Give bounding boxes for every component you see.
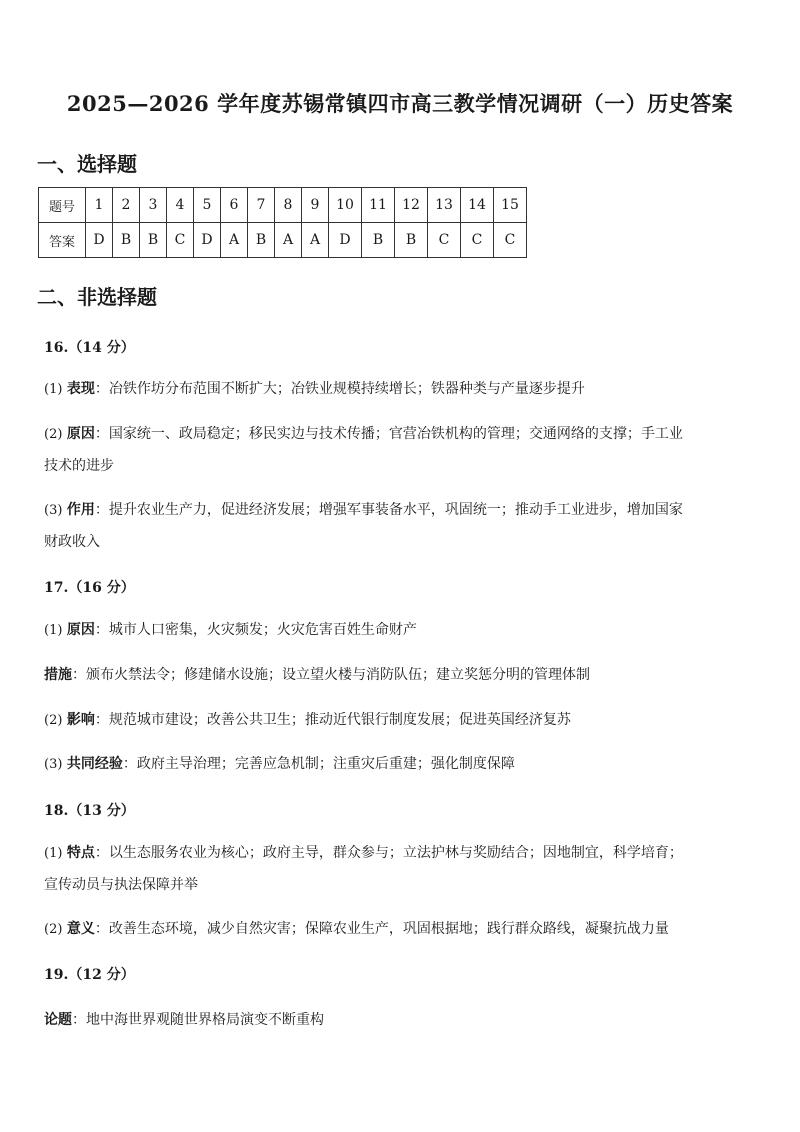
table-header-answer: 答案: [39, 223, 86, 258]
q16-part3-continued: 财政收入: [44, 534, 100, 550]
table-cell-number: 6: [221, 188, 248, 223]
part-text: ：以生态服务农业为核心；政府主导，群众参与；立法护林与奖励结合；因地制宜，科学培育；: [94, 845, 683, 861]
table-cell-number: 2: [113, 188, 140, 223]
q19-thesis: [44, 1004, 769, 1036]
table-cell-number: 4: [167, 188, 194, 223]
part-label: 特点: [66, 845, 95, 861]
table-cell-number: 5: [194, 188, 221, 223]
question-19-heading: 19.（12 分）: [44, 967, 135, 983]
q18-part1-continued: 宣传动员与执法保障并举: [44, 877, 198, 893]
table-cell-number: 15: [494, 188, 527, 223]
table-cell-answer: C: [494, 223, 527, 258]
part-text: ：改善生态环境，减少自然灾害；保障农业生产，巩固根据地；践行群众路线，凝聚抗战力量: [94, 921, 669, 937]
q18-part1: [44, 837, 769, 870]
part-number: (1): [44, 623, 63, 638]
question-16-heading: 16.（14 分）: [44, 340, 135, 356]
table-cell-number: 3: [140, 188, 167, 223]
part-label: 原因: [66, 622, 95, 638]
answer-table: [38, 187, 527, 258]
part-label: 作用: [66, 502, 95, 518]
part-text: ：颁布火禁法令；修建储水设施；设立望火楼与消防队伍；建立奖惩分明的管理体制: [72, 667, 590, 683]
table-cell-answer: A: [275, 223, 302, 258]
table-cell-number: 9: [302, 188, 329, 223]
q17-measures: [44, 659, 769, 691]
table-header-number: 题号: [39, 188, 86, 223]
table-cell-answer: B: [140, 223, 167, 258]
part-number: (3): [44, 503, 63, 518]
q16-part1: [44, 373, 769, 406]
part-number: (2): [44, 922, 63, 937]
question-18-heading: 18.（13 分）: [44, 803, 135, 819]
q17-part1: [44, 614, 769, 647]
part-label: 措施: [44, 667, 72, 683]
part-text: ：提升农业生产力，促进经济发展；增强军事装备水平，巩固统一；推动手工业进步，增加国家: [94, 502, 683, 518]
table-cell-answer: D: [86, 223, 113, 258]
table-cell-answer: B: [362, 223, 395, 258]
table-cell-answer: C: [167, 223, 194, 258]
section-non-choice-heading: 二、非选择题: [37, 285, 157, 309]
part-number: (3): [44, 757, 63, 772]
part-label: 共同经验: [66, 756, 123, 772]
table-row-answers: [39, 223, 527, 258]
part-label: 影响: [66, 712, 95, 728]
q17-part2: [44, 704, 769, 737]
section-multiple-choice-heading: 一、选择题: [37, 152, 137, 176]
part-text: ：政府主导治理；完善应急机制；注重灾后重建；强化制度保障: [122, 756, 515, 772]
part-label: 论题: [44, 1012, 72, 1028]
q16-part2-continued: 技术的进步: [44, 458, 114, 474]
table-cell-answer: D: [194, 223, 221, 258]
part-label: 原因: [66, 426, 95, 442]
table-cell-answer: C: [428, 223, 461, 258]
part-text: ：冶铁作坊分布范围不断扩大；冶铁业规模持续增长；铁器种类与产量逐步提升: [94, 381, 585, 397]
table-cell-answer: B: [113, 223, 140, 258]
part-number: (2): [44, 427, 63, 442]
q16-part2: [44, 418, 769, 451]
table-cell-number: 14: [461, 188, 494, 223]
table-cell-number: 11: [362, 188, 395, 223]
table-cell-number: 7: [248, 188, 275, 223]
part-number: (2): [44, 713, 63, 728]
part-label: 意义: [66, 921, 95, 937]
q17-part3: [44, 748, 769, 781]
table-cell-number: 12: [395, 188, 428, 223]
part-number: (1): [44, 382, 63, 397]
table-cell-number: 13: [428, 188, 461, 223]
part-label: 表现: [66, 381, 95, 397]
table-cell-number: 8: [275, 188, 302, 223]
part-text: ：国家统一、政局稳定；移民实边与技术传播；官营冶铁机构的管理；交通网络的支撑；手工业: [94, 426, 683, 442]
table-cell-answer: C: [461, 223, 494, 258]
question-17-heading: 17.（16 分）: [44, 580, 135, 596]
table-cell-answer: D: [329, 223, 362, 258]
part-text: ：地中海世界观随世界格局演变不断重构: [72, 1012, 324, 1028]
part-number: (1): [44, 846, 63, 861]
table-cell-answer: B: [248, 223, 275, 258]
q18-part2: [44, 913, 769, 946]
table-cell-number: 10: [329, 188, 362, 223]
table-cell-answer: A: [221, 223, 248, 258]
page-title: 2025—2026 学年度苏锡常镇四市高三教学情况调研（一）历史答案: [66, 91, 734, 116]
table-cell-number: 1: [86, 188, 113, 223]
part-text: ：规范城市建设；改善公共卫生；推动近代银行制度发展；促进英国经济复苏: [94, 712, 571, 728]
table-row-numbers: [39, 188, 527, 223]
table-cell-answer: A: [302, 223, 329, 258]
q16-part3: [44, 494, 769, 527]
table-cell-answer: B: [395, 223, 428, 258]
part-text: ：城市人口密集，火灾频发；火灾危害百姓生命财产: [94, 622, 417, 638]
